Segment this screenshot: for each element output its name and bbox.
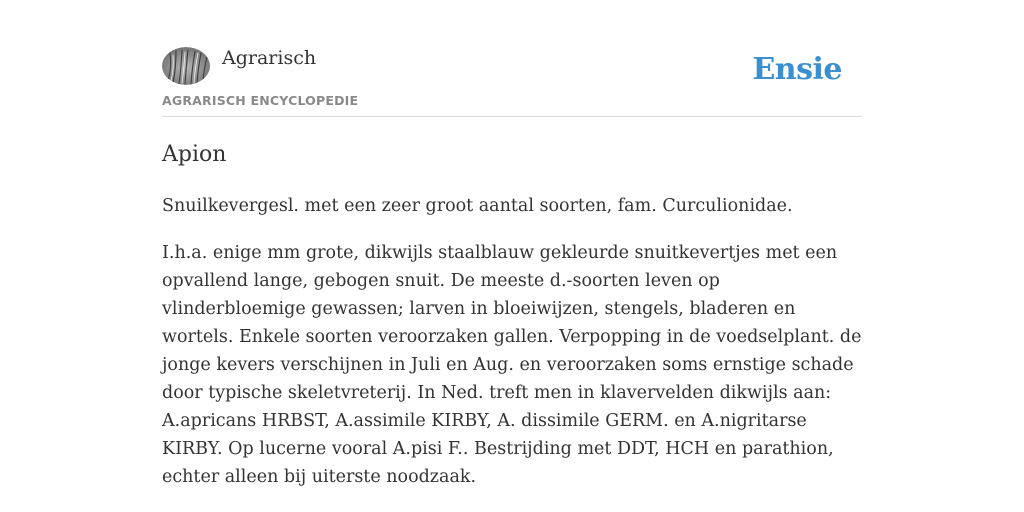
article-body	[162, 192, 862, 510]
article-title: Apion	[162, 142, 227, 167]
wheat-field-icon[interactable]	[162, 47, 210, 85]
brand-logo[interactable]: Ensie	[752, 52, 842, 87]
article-paragraph: Snuilkevergesl. met een zeer groot aantal soorten, fam. Curculionidae.	[162, 196, 793, 216]
article-paragraph: I.h.a. enige mm grote, dikwijls staalblauw gekleurde snuitkevertjes met een opvallend lange, gebogen snuit. De meeste d.-soorten leven op vlinderbloemige gewassen; larven in bloeiwijzen, stengels, bladeren en wortels. Enkele soorten veroorzaken gallen. Verpopping in de voedselplant. de jonge kevers verschijnen in Juli en Aug. en veroorzaken soms ernstige schade door typische skeletvreterij. In Ned. treft men in klavervelden dikwijls aan: A.apricans HRBST, A.assimile KIRBY, A. dissimile GERM. en A.nigritarse KIRBY. Op lucerne vooral A.pisi F.. Bestrijding met DDT, HCH en parathion, echter alleen bij uiterste noodzaak.	[162, 243, 862, 487]
header	[162, 44, 862, 117]
source-name[interactable]: Agrarisch	[222, 47, 317, 69]
source-subtitle[interactable]: AGRARISCH ENCYCLOPEDIE	[162, 93, 359, 108]
